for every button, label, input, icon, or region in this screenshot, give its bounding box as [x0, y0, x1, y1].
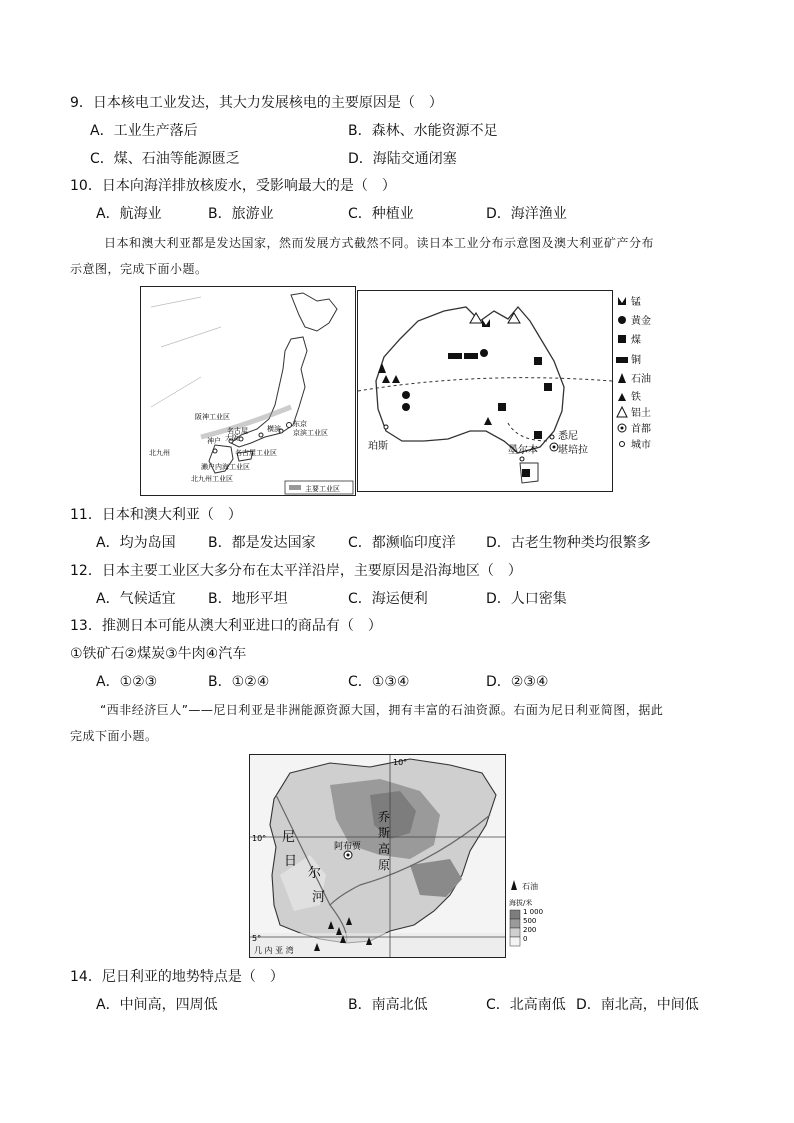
q11-stem: 11．日本和澳大利亚（ ）	[70, 507, 242, 523]
q14-option-c[interactable]: C．北高南低	[486, 997, 566, 1013]
q11-option-b[interactable]: B．都是发达国家	[208, 535, 316, 551]
q9-option-b[interactable]: B．森林、水能资源不足	[348, 123, 498, 139]
australia-city-melbourne: 墨尔本	[508, 445, 538, 456]
q9-option-c[interactable]: C．煤、石油等能源匮乏	[90, 151, 240, 167]
nigeria-gulf-label: 几 内 亚 湾	[254, 946, 294, 955]
q13-option-c[interactable]: C．①③④	[348, 674, 410, 690]
japan-label-hanshin: 阪神工业区	[195, 413, 230, 421]
nigeria-plateau-1: 乔	[378, 810, 391, 824]
q9-option-a[interactable]: A．工业生产落后	[90, 123, 198, 139]
nigeria-legend	[508, 878, 568, 956]
japan-label-kitakyushu: 北九州	[149, 449, 170, 457]
japan-legend-zone: 主要工业区	[305, 485, 340, 493]
q13-option-b[interactable]: B．①②④	[208, 674, 270, 690]
nigeria-river-3: 尔	[308, 866, 322, 881]
q13-stem: 13．推测日本可能从澳大利亚进口的商品有（ ）	[70, 618, 382, 634]
q11-option-c[interactable]: C．都濒临印度洋	[348, 535, 456, 551]
q10-stem: 10．日本向海洋排放核废水，受影响最大的是（ ）	[70, 178, 396, 194]
legend-iron: 铁	[631, 392, 641, 403]
q10-option-c[interactable]: C．种植业	[348, 206, 414, 222]
legend-capital: 首都	[631, 424, 651, 435]
japan-label-nagoya: 名古屋	[227, 427, 248, 435]
q13-option-d[interactable]: D．②③④	[486, 674, 549, 690]
nigeria-legend-level-0: 0	[523, 935, 528, 943]
japan-label-setouchi: 濑户内海工业区	[201, 463, 250, 471]
nigeria-legend-level-500: 500	[523, 917, 537, 925]
japan-label-kitakyushu-zone: 北九州工业区	[191, 475, 233, 483]
nigeria-river-2: 日	[284, 854, 298, 869]
q13-items: ①铁矿石②煤炭③牛肉④汽车	[70, 646, 247, 662]
legend-bauxite: 铝土	[631, 408, 651, 419]
nigeria-legend-title: 海拔/米	[509, 899, 533, 907]
japan-industry-map	[140, 286, 356, 496]
japan-label-osaka: 大阪	[225, 434, 239, 442]
q13-option-a[interactable]: A．①②③	[96, 674, 158, 690]
australia-mineral-map	[357, 290, 613, 492]
nigeria-legend-level-200: 200	[523, 926, 537, 934]
japan-label-tokyo: 东京	[293, 420, 307, 428]
nigeria-plateau-4: 原	[378, 858, 391, 872]
japan-label-kobe: 神户	[207, 437, 221, 445]
intro2-line2: 完成下面小题。	[70, 729, 158, 743]
japan-label-yokohama: 横滨	[267, 425, 281, 433]
australia-city-sydney: 悉尼	[558, 431, 578, 442]
q10-option-d[interactable]: D．海洋渔业	[486, 206, 567, 222]
nigeria-map	[249, 754, 506, 958]
australia-city-perth: 珀斯	[368, 441, 388, 452]
q10-option-a[interactable]: A．航海业	[96, 206, 162, 222]
nigeria-legend-level-1000: 1 000	[523, 908, 544, 916]
australia-legend	[615, 293, 675, 457]
intro2-line1: “西非经济巨人”——尼日利亚是非洲能源资源大国，拥有丰富的石油资源。右面为尼日利亚简图，据此	[100, 703, 664, 717]
legend-city: 城市	[631, 440, 651, 451]
nigeria-lat-5: 5°	[252, 934, 262, 943]
q14-option-a[interactable]: A．中间高，四周低	[96, 997, 218, 1013]
q10-option-b[interactable]: B．旅游业	[208, 206, 274, 222]
legend-coal: 煤	[631, 335, 641, 346]
q12-option-b[interactable]: B．地形平坦	[208, 591, 288, 607]
q12-option-d[interactable]: D．人口密集	[486, 591, 567, 607]
q14-option-d[interactable]: D．南北高，中间低	[576, 997, 699, 1013]
nigeria-lon-10: 10°	[393, 758, 408, 767]
intro1-line2: 示意图，完成下面小题。	[70, 262, 208, 276]
q14-stem: 14．尼日利亚的地势特点是（ ）	[70, 969, 284, 985]
nigeria-plateau-2: 斯	[378, 826, 391, 840]
nigeria-plateau-3: 高	[378, 842, 391, 856]
japan-label-keihin: 京滨工业区	[293, 429, 328, 437]
q11-option-a[interactable]: A．均为岛国	[96, 535, 176, 551]
q11-option-d[interactable]: D．古老生物种类均很繁多	[486, 535, 651, 551]
nigeria-river-1: 尼	[282, 830, 296, 845]
q14-option-b[interactable]: B．南高北低	[348, 997, 428, 1013]
legend-manganese: 锰	[631, 297, 641, 308]
legend-gold: 黄金	[631, 316, 651, 327]
intro1-line1: 日本和澳大利亚都是发达国家，然而发展方式截然不同。读日本工业分布示意图及澳大利亚矿产分布	[104, 236, 655, 250]
nigeria-legend-oil: 石油	[522, 882, 538, 891]
japan-label-chukyo: 名古屋工业区	[235, 449, 277, 457]
q12-stem: 12．日本主要工业区大多分布在太平洋沿岸，主要原因是沿海地区（ ）	[70, 563, 522, 579]
q12-option-a[interactable]: A．气候适宜	[96, 591, 176, 607]
nigeria-capital-abuja: 阿布贾	[334, 842, 362, 852]
nigeria-river-4: 河	[312, 890, 326, 905]
nigeria-lat-10: 10°	[252, 834, 267, 843]
q9-option-d[interactable]: D．海陆交通闭塞	[348, 151, 457, 167]
legend-copper: 铜	[631, 355, 641, 366]
q9-stem: 9．日本核电工业发达，其大力发展核电的主要原因是（ ）	[70, 95, 443, 111]
australia-city-canberra: 堪培拉	[558, 445, 588, 456]
legend-oil: 石油	[631, 374, 651, 385]
q12-option-c[interactable]: C．海运便利	[348, 591, 428, 607]
